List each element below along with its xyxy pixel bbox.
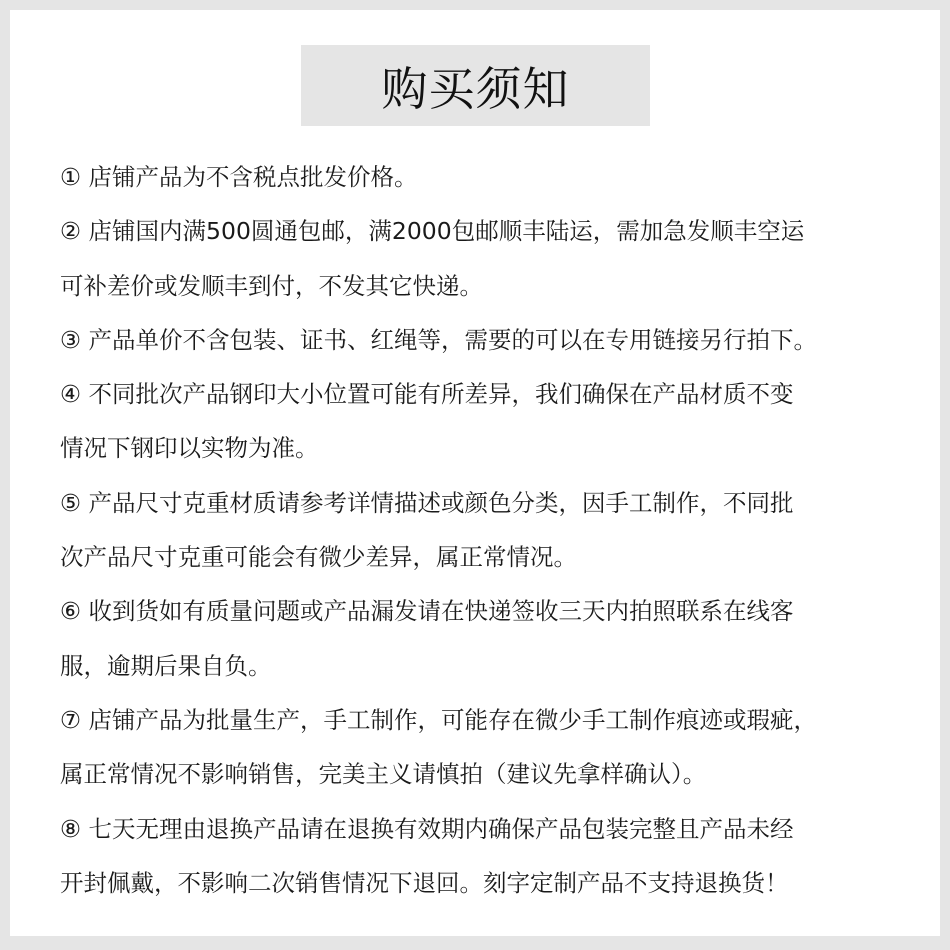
notice-panel [10,10,940,936]
notice-line-3: ③ 产品单价不含包装、证书、红绳等，需要的可以在专用链接另行拍下。 [60,325,818,354]
notice-line-1: ① 店铺产品为不含税点批发价格。 [60,163,418,191]
notice-line-2: ② 店铺国内满500圆通包邮，满2000包邮顺丰陆运，需加急发顺丰空运 [60,217,805,246]
notice-line-4-cont: 情况下钢印以实物为准。 [60,434,319,463]
notice-line-8: ⑧ 七天无理由退换产品请在退换有效期内确保产品包装完整且产品未经 [60,814,794,843]
notice-line-4: ④ 不同批次产品钢印大小位置可能有所差异，我们确保在产品材质不变 [60,380,794,409]
notice-line-5: ⑤ 产品尺寸克重材质请参考详情描述或颜色分类，因手工制作，不同批 [60,488,794,517]
notice-line-5-cont: 次产品尺寸克重可能会有微少差异，属正常情况。 [60,543,577,572]
page-title: 购买须知 [381,61,570,116]
title-banner [301,45,650,126]
notice-line-7-cont: 属正常情况不影响销售，完美主义请慎拍（建议先拿样确认）。 [60,760,707,789]
notice-line-2-cont: 可补差价或发顺丰到付，不发其它快递。 [60,271,483,300]
notice-line-6-cont: 服，逾期后果自负。 [60,651,272,680]
notice-list [60,150,920,910]
notice-line-6: ⑥ 收到货如有质量问题或产品漏发请在快递签收三天内拍照联系在线客 [60,597,794,626]
notice-line-7: ⑦ 店铺产品为批量生产，手工制作，可能存在微少手工制作痕迹或瑕疵， [60,705,818,734]
notice-line-8-cont: 开封佩戴，不影响二次销售情况下退回。刻字定制产品不支持退换货！ [60,868,789,897]
